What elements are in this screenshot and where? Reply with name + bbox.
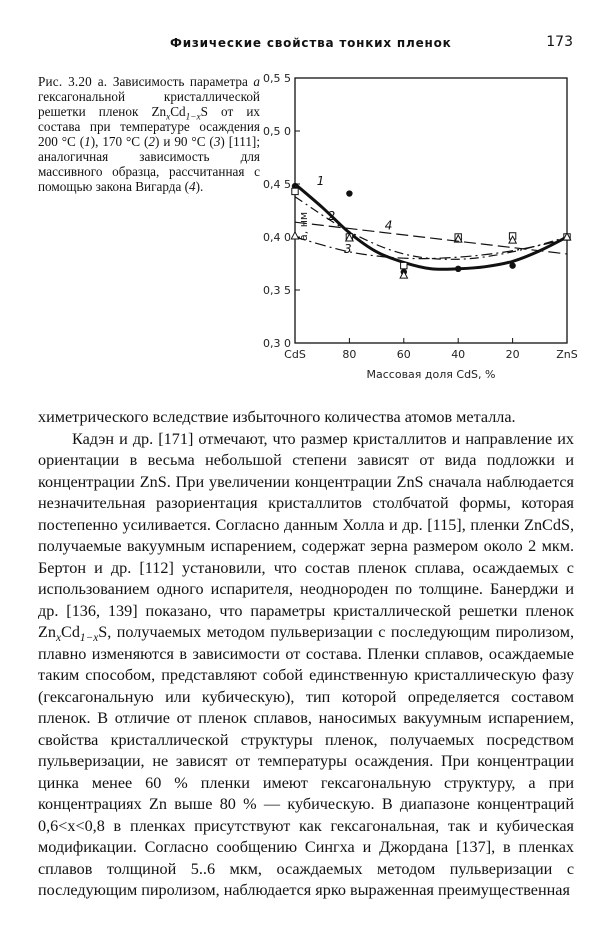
page-header xyxy=(0,36,615,56)
caption-num-3: 3 xyxy=(213,134,221,149)
paragraph-2-part-b: Cd xyxy=(61,623,80,641)
series-1-label: 1 xyxy=(316,174,325,189)
caption-text: Cd xyxy=(170,104,186,119)
caption-num-2: 2 xyxy=(148,134,156,149)
caption-text: Зависимость параметра xyxy=(107,74,254,89)
page-number: 173 xyxy=(546,34,573,50)
caption-sub-x: x xyxy=(166,111,171,122)
x-tick-label: 60 xyxy=(396,348,411,361)
caption-num-1: 1 xyxy=(84,134,91,149)
x-tick-label: ZnS xyxy=(556,348,578,361)
body-text xyxy=(38,407,574,902)
y-tick-label: 0,3 5 xyxy=(263,284,291,297)
y-tick-label: 0,4 0 xyxy=(263,231,291,244)
series-4-label: 4 xyxy=(384,218,393,233)
paragraph-2-part-c: S, получаемых методом пульверизации с последующим пиролизом, плавно изменяются в зависимости от состава. Пленки сплавов, осаждаемые таким способом, представляют собой единственную кристаллическую фазу (гексагональную или кубическую), тип которой определяется составом пленок. В отличие от пленок сплавов, наносимых вакуумным испарением, свойства кристаллической структуры пленок, получаемых посредством пульверизации, не зависят от температуры осаждения. При концентрации цинка менее 60 % пленки имеют гексагональную структуру, а при концентрациях Zn выше 80 % — кубическую. В диапазоне концентраций 0,6<x<0,8 в пленках присутствуют как гексагональная, так и кубическая модификации. Согласно сообщению Сингха и Джордана [137], в пленках сплавов толщиной 5..6 мкм, осаждаемых методом пульверизации с последующим пиролизом, наблюдается ярко выраженная преимущественная xyxy=(38,623,574,899)
series-2-line xyxy=(295,197,567,260)
x-tick-label: 80 xyxy=(342,348,357,361)
x-tick-label: 40 xyxy=(451,348,466,361)
plot-frame xyxy=(295,78,567,343)
series-2-label: 2 xyxy=(327,209,336,224)
figure-caption xyxy=(38,74,260,194)
caption-text: ) и 90 °C ( xyxy=(155,134,214,149)
caption-text: ), 170 °C ( xyxy=(90,134,149,149)
caption-num-4: 4 xyxy=(189,179,196,194)
caption-text: ). xyxy=(195,179,204,194)
series-2-point xyxy=(292,188,298,194)
y-tick-label: 0,4 5 xyxy=(263,178,291,191)
y-tick-label: 0,3 0 xyxy=(263,337,291,350)
x-axis-label: Массовая доля CdS, % xyxy=(366,368,496,381)
series-3-label: 3 xyxy=(343,241,352,256)
figure-label: Рис. 3.20 а. xyxy=(38,74,108,89)
lattice-parameter-chart xyxy=(255,66,595,386)
chart-svg xyxy=(255,66,595,386)
x-tick-label: CdS xyxy=(284,348,306,361)
running-title: Физические свойства тонких пленок xyxy=(170,36,452,50)
paragraph-1: химетрического вследствие избыточного количества атомов металла. xyxy=(38,408,516,426)
series-1-point xyxy=(455,266,461,272)
paragraph-2 xyxy=(38,429,574,902)
caption-sub-1x: 1−x xyxy=(185,111,201,122)
sub-x: x xyxy=(55,632,62,645)
series-2-point xyxy=(401,262,407,268)
y-axis-label: a, нм xyxy=(297,211,310,242)
caption-text: гексагональной кристаллической решетки пленок Zn xyxy=(38,89,260,119)
y-tick-label: 0,5 5 xyxy=(263,72,291,85)
caption-text: ) [111]; аналогичная зависимость для массивного образца, рассчитанная с помощью закона Вигарда ( xyxy=(38,134,260,194)
series-1-point xyxy=(346,190,352,196)
caption-var-a: a xyxy=(253,74,261,89)
sub-1x: 1−x xyxy=(79,632,99,645)
paragraph-2-part-a: Кадэн и др. [171] отмечают, что размер кристаллитов и направление их ориентации в весьма небольшой степени зависят от вида подложки и концентрации ZnS. При увеличении концентрации ZnS сначала наблюдается незначительная разориентация кристаллитов столбчатой формы, которая постепенно усиливается. Согласно данным Холла и др. [115], пленки ZnCdS, получаемые вакуумным испарением, содержат зерна размером около 2 мкм. Бертон и др. [112] установили, что состав пленок сплава, осаждаемых с использованием одного испарителя, неоднороден по толщине. Банерджи и др. [136, 139] показано, что параметры кристаллической решетки пленок Zn xyxy=(38,429,574,641)
series-1-point xyxy=(509,262,515,268)
x-tick-label: 20 xyxy=(505,348,520,361)
y-tick-label: 0,5 0 xyxy=(263,125,291,138)
caption-text: S от их состава при температуре осаждения 200 °C ( xyxy=(38,104,260,149)
